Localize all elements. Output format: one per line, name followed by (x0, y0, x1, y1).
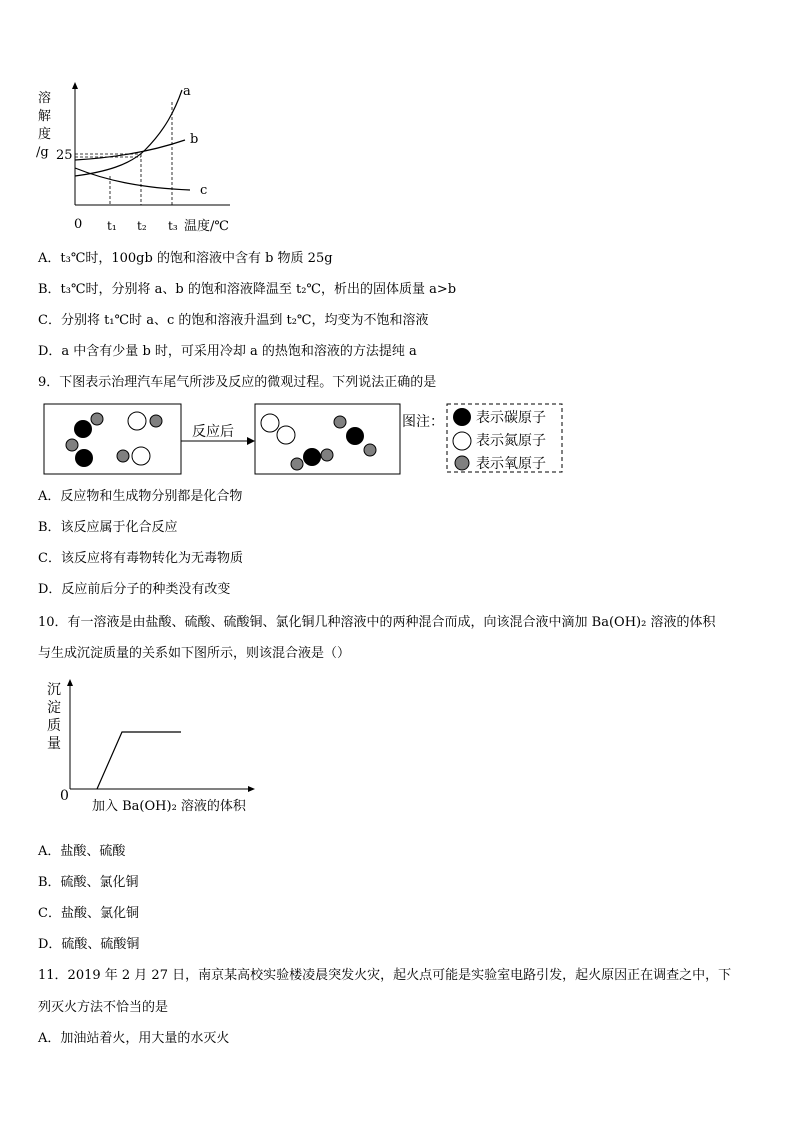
tick-t3: t₃ (168, 219, 178, 233)
q9-option-d: D．反应前后分子的种类没有改变 (38, 582, 231, 597)
x-axis-label: 温度/℃ (184, 219, 229, 234)
q11-stem-line2: 列灭火方法不恰当的是 (38, 1000, 169, 1015)
q8-option-c: C．分别将 t₁℃时 a、c 的饱和溶液升温到 t₂℃，均变为不饱和溶液 (38, 313, 429, 328)
legend-nitrogen-label: 表示氮原子 (476, 433, 546, 449)
atom-o (150, 415, 162, 427)
y-label-char-4: 量 (47, 736, 61, 752)
atom-o (334, 416, 346, 428)
q10-option-b: B．硫酸、氯化铜 (38, 875, 139, 890)
atom-c (74, 420, 92, 438)
legend-nitrogen-icon (453, 432, 471, 450)
arrow-label: 反应后 (192, 424, 234, 440)
tick-t2: t₂ (137, 219, 147, 233)
after-box (255, 404, 400, 474)
y-title-char-2: 解 (38, 109, 52, 124)
atom-c (75, 449, 93, 467)
q9-stem: 9．下图表示治理汽车尾气所涉及反应的微观过程。下列说法正确的是 (38, 375, 437, 390)
atom-o (91, 413, 103, 425)
solubility-chart (30, 80, 240, 240)
y-tick-25: 25 (56, 148, 73, 163)
atom-c (346, 427, 364, 445)
legend-oxygen-icon (455, 456, 469, 470)
legend-oxygen-label: 表示氧原子 (476, 456, 546, 472)
x-axis-arrow (248, 786, 255, 792)
origin-label: 0 (74, 217, 83, 232)
label-c: c (200, 183, 208, 198)
reaction-arrowhead (247, 437, 255, 445)
q10-option-c: C．盐酸、氯化铜 (38, 906, 139, 921)
tick-t1: t₁ (107, 219, 117, 233)
q8-option-a: A．t₃℃时，100gb 的饱和溶液中含有 b 物质 25g (38, 251, 333, 266)
q10-stem-line1: 10．有一溶液是由盐酸、硫酸、硫酸铜、氯化铜几种溶液中的两种混合而成，向该混合液中滴加 Ba(OH)₂ 溶液的体积 (38, 615, 716, 630)
atom-o (321, 449, 333, 461)
y-title-char-4: /g (36, 145, 49, 160)
q8-option-b: B．t₃℃时，分别将 a、b 的饱和溶液降温至 t₂℃，析出的固体质量 a>b (38, 282, 457, 297)
atom-o (66, 439, 78, 451)
precipitate-line (97, 732, 181, 789)
atom-o (291, 458, 303, 470)
reaction-diagram (40, 400, 570, 480)
q10-option-a: A．盐酸、硫酸 (38, 844, 126, 859)
y-title-char-1: 溶 (38, 91, 52, 106)
atom-o (117, 450, 129, 462)
atom-n (261, 414, 279, 432)
before-box (44, 404, 181, 474)
atom-n (277, 426, 295, 444)
q10-stem-line2: 与生成沉淀质量的关系如下图所示，则该混合液是（） (38, 646, 351, 661)
y-title-char-3: 度 (38, 127, 52, 142)
label-b: b (190, 132, 199, 147)
curve-a (75, 90, 182, 176)
atom-n (132, 447, 150, 465)
q8-option-d: D．a 中含有少量 b 时，可采用冷却 a 的热饱和溶液的方法提纯 a (38, 344, 417, 359)
y-label-char-1: 沉 (47, 682, 61, 698)
legend-title: 图注： (402, 414, 444, 430)
q9-option-a: A．反应物和生成物分别都是化合物 (38, 489, 243, 504)
q9-option-c: C．该反应将有毒物转化为无毒物质 (38, 551, 243, 566)
curve-c (75, 168, 190, 190)
y-label-char-2: 淀 (47, 700, 61, 716)
atom-n (128, 412, 146, 430)
q9-option-b: B．该反应属于化合反应 (38, 520, 178, 535)
atom-o (364, 444, 376, 456)
label-a: a (183, 84, 191, 99)
legend-carbon-icon (453, 408, 471, 426)
atom-c (303, 448, 321, 466)
q11-option-a: A．加油站着火，用大量的水灭火 (38, 1031, 230, 1046)
y-axis-arrow (67, 679, 73, 686)
q10-option-d: D．硫酸、硫酸铜 (38, 937, 140, 952)
origin-label: 0 (60, 788, 69, 804)
y-axis-arrow (72, 82, 78, 89)
y-label-char-3: 质 (47, 718, 61, 734)
precipitate-chart (40, 676, 270, 821)
x-axis-label: 加入 Ba(OH)₂ 溶液的体积 (92, 799, 246, 814)
q11-stem-line1: 11．2019 年 2 月 27 日，南京某高校实验楼凌晨突发火灾，起火点可能是实验室电路引发，起火原因正在调查之中，下 (38, 968, 732, 983)
legend-carbon-label: 表示碳原子 (476, 410, 546, 426)
